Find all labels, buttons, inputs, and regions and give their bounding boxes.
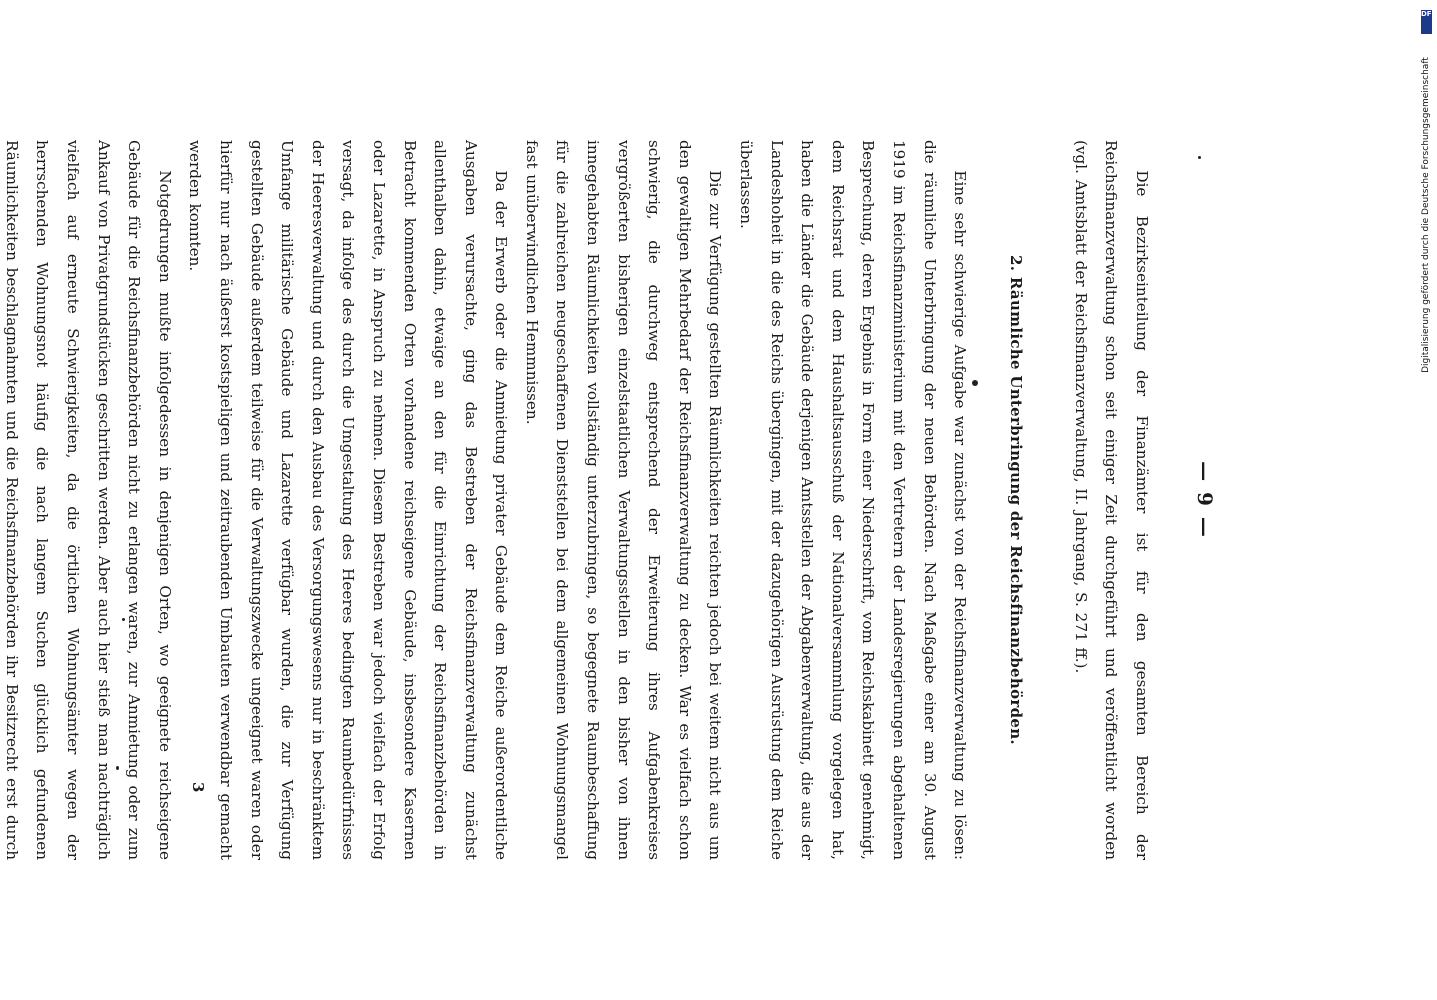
attribution-text: Digitalisierung gefördert durch die Deutsche Forschungsgemeinschaft (1421, 57, 1431, 373)
scan-speck (122, 618, 125, 621)
intro-paragraph: Die Bezirkseinteilung der Finanzämter ist für den gesamten Bereich der Reichsfinanzverwaltung schon seit einiger Zeit durchgeführt und veröffentlicht worden (vgl. Amtsblatt der Reichsfinanzverwaltung, II. Jahrgang, S. 271 ff.). (1071, 140, 1151, 860)
page-content (0, 140, 1217, 860)
scan-speck (972, 380, 978, 386)
page-number: — 9 — (1193, 461, 1217, 539)
scan-speck (116, 766, 119, 770)
body-paragraph-2: Die zur Verfügung gestellten Räumlichkeiten reichten jedoch bei weitem nicht aus um den gewaltigen Mehrbedarf der Reichsfinanzverwaltung zu decken. War es vielfach schon schwierig, die durchweg entsprechend der Erweiterung ihres Aufgabenkreises vergrößerten bisherigen einzelstaatlichen Verwaltungsstellen in den bisher von ihnen innegehabten Räumlichkeiten vollständig unterzubringen, so begegnete Raumbeschaffung für die zahlreichen neugeschaffenen Dienststellen bei dem allgemeinen Wohnungsmangel fast unüberwindlichen Hemmnissen. (522, 140, 725, 860)
attribution-strip (1418, 0, 1437, 1000)
body-paragraph-4: Notgedrungen mußte infolgedessen in denjenigen Orten, wo geeignete reichseigene Gebäude für die Reichsfinanzbehörden nicht zu erlangen waren, zur Anmietung oder zum Ankauf von Privatgrundstücken geschritten werden. Aber auch hier stieß man nachträglich vielfach auf erneute Schwierigkeiten, da die örtlichen Wohnungsämter wegen der herrschenden Wohnungsnot häufig die nach langem Suchen glücklich gefundenen Räumlichkeiten beschlagnahmten und die Reichsfinanzbehörden ihr Besitzrecht erst durch (2, 140, 174, 860)
scan-speck (1198, 156, 1201, 159)
body-paragraph-1: Eine sehr schwierige Aufgabe war zunächst von der Reichsfinanzverwaltung zu lösen: die räumliche Unterbringung der neuen Behörden. Nach Maßgabe einer am 30. August 1919 im Reichsfinanzministerium mit den Vertretern der Landesregierungen abgehaltenen Besprechung, deren Ergebnis in Form einer Niederschrift, vom Reichskabinett genehmigt, dem Reichsrat und dem Haushaltsausschuß der Nationalversammlung vorgelegen hat, haben die Länder die Gebäude derjenigen Amtsstellen der Abgabenverwaltung, die aus der Landeshoheit in die des Reichs übergingen, mit der dazugehörigen Ausrüstung dem Reiche überlassen. (737, 140, 970, 860)
body-paragraph-3: Da der Erwerb oder die Anmietung privater Gebäude dem Reiche außerordentliche Ausgaben verursachte, ging das Bestreben der Reichsfinanzverwaltung zunächst allenthalben dahin, etwaige an den für die Einrichtung der Reichsfinanzbehörden in Betracht kommenden Orten vorhandene reichseigene Gebäude, insbesondere Kasernen oder Lazarette, in Anspruch zu nehmen. Diesem Bestreben war jedoch vielfach der Erfolg versagt, da infolge des durch die Umgestaltung des Heeres bedingten Raumbedürfnisses der Heeresverwaltung und durch den Ausbau des Versorgungswesens nur in beschränktem Umfange militärische Gebäude und Lazarette verfügbar wurden, die zur Verfügung gestellten Gebäude außerdem teilweise für die Verwaltungszwecke ungeeignet waren oder hierfür nur nach äußerst kostspieligen und zeitraubenden Umbauten verwendbar gemacht werden konnten. (186, 140, 511, 860)
dfg-logo: DFG (1421, 10, 1432, 34)
scanned-page (2, 110, 1297, 890)
signature-mark: 3 (189, 782, 207, 793)
section-heading: 2. Räumliche Unterbringung der Reichsfinanzbehörden. (1007, 255, 1026, 745)
